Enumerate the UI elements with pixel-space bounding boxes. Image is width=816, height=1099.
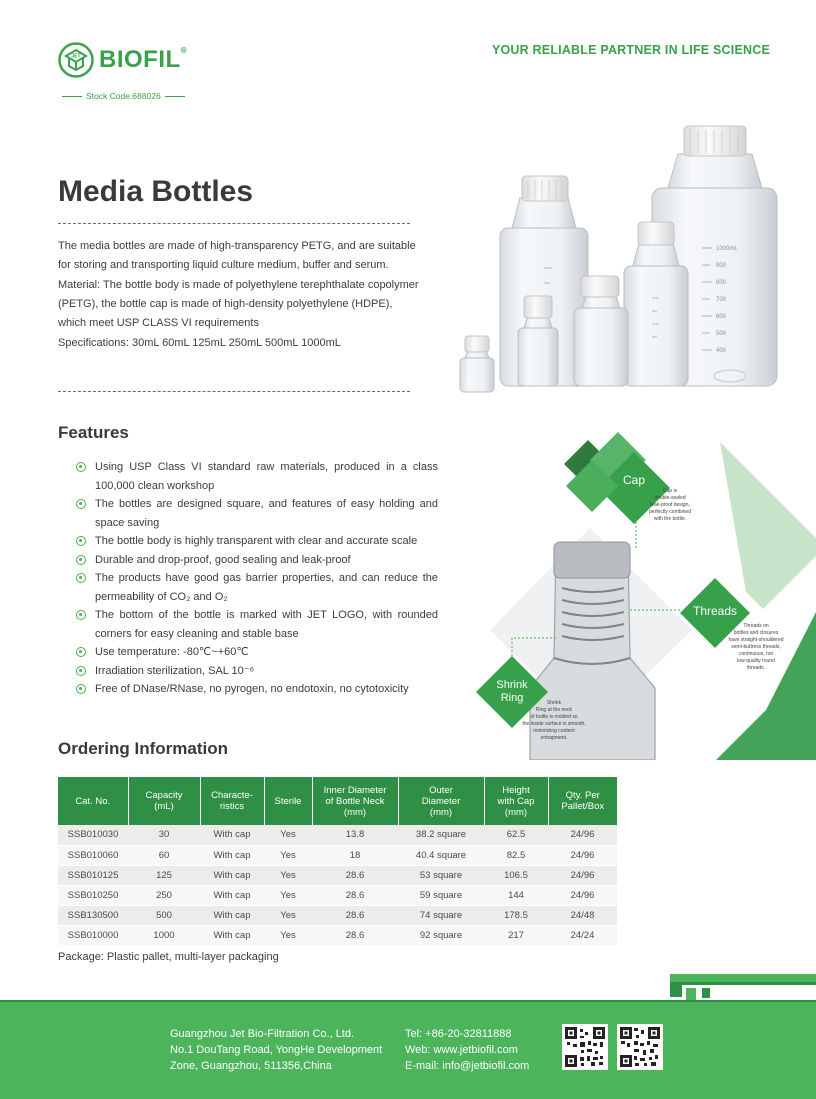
table-cell: 178.5 (484, 905, 548, 925)
cap-desc-line: perfectly combined (649, 509, 691, 515)
shrink-desc-line: of bottle is molded so (530, 714, 578, 720)
page-title: Media Bottles (58, 175, 254, 208)
col-header-sterile (264, 777, 312, 825)
feature-text: The bottles are designed square, and features of easy holding and space saving (95, 498, 438, 529)
table-cell: 13.8 (312, 825, 398, 845)
table-cell: 125 (128, 865, 200, 885)
logo-wordmark: BIOFIL (99, 46, 181, 73)
feature-text: The products have good gas barrier properties, and can reduce the permeability of CO₂ and O₂ (95, 572, 438, 603)
table-cell: 500 (128, 905, 200, 925)
bullet-icon (76, 647, 86, 657)
table-cell: SSB130500 (58, 905, 128, 925)
table-cell: With cap (200, 865, 264, 885)
scale-mark-900: 900 (716, 263, 727, 269)
col-header-height (484, 777, 548, 825)
table-cell: 74 square (398, 905, 484, 925)
cap-desc-line: double-sealed (654, 495, 686, 501)
intro-divider (58, 391, 410, 392)
table-cell: Yes (264, 905, 312, 925)
table-cell: 24/24 (548, 925, 617, 945)
shrink-ring-label-2: Ring (500, 692, 524, 704)
biofil-logo-icon (58, 42, 94, 78)
shrink-desc-line: entrapment. (540, 735, 568, 741)
col-header-text: Characte- (211, 790, 253, 801)
table-cell: 106.5 (484, 865, 548, 885)
feature-item (76, 532, 438, 551)
table-cell: 30 (128, 825, 200, 845)
product-intro (58, 237, 423, 354)
table-row (58, 865, 617, 885)
table-row (58, 885, 617, 905)
shrink-desc-line: the inside surface is smooth, (522, 721, 586, 727)
col-header-text: (mm) (504, 806, 528, 818)
shrink-desc-line: Ring at the neck (535, 707, 573, 713)
col-header-characteristics (200, 777, 264, 825)
threads-desc-line: semi-buttress threads, (731, 644, 781, 650)
cap-desc-line: leak-proof design, (650, 502, 690, 508)
table-cell: With cap (200, 905, 264, 925)
table-cell: 24/96 (548, 865, 617, 885)
feature-text: Free of DNase/RNase, no pyrogen, no endotoxin, no cytotoxicity (95, 683, 409, 695)
table-cell: 62.5 (484, 825, 548, 845)
table-cell: 53 square (398, 865, 484, 885)
qr-code-icon (562, 1024, 608, 1070)
table-cell: With cap (200, 925, 264, 945)
bullet-icon (76, 536, 86, 546)
table-cell: Yes (264, 865, 312, 885)
ordering-heading: Ordering Information (58, 739, 228, 758)
col-header-capacity (128, 777, 200, 825)
threads-desc-line: low-quality round (737, 658, 775, 664)
col-header-text: Outer (429, 784, 453, 796)
feature-item (76, 662, 438, 681)
feature-item (76, 606, 438, 643)
table-cell: 60 (128, 845, 200, 865)
company-name: Guangzhou Jet Bio-Filtration Co., Ltd. (170, 1028, 355, 1040)
feature-text: Irradiation sterilization, SAL 10⁻⁶ (95, 664, 255, 677)
feature-text: Durable and drop-proof, good sealing and leak-proof (95, 553, 351, 566)
table-cell: 28.6 (312, 905, 398, 925)
feature-item (76, 495, 438, 532)
feature-item (76, 643, 438, 662)
table-cell: SSB010125 (58, 865, 128, 885)
shrink-desc-line: minimizing content (533, 728, 575, 734)
contact-web[interactable]: Web: www.jetbiofil.com (405, 1044, 518, 1056)
table-cell: 250 (128, 885, 200, 905)
footer-contact-info (405, 1026, 529, 1074)
table-cell: SSB010060 (58, 845, 128, 865)
cap-label: Cap (622, 473, 646, 487)
feature-item (76, 551, 438, 570)
table-cell: 82.5 (484, 845, 548, 865)
scale-mark-500: 500 (716, 331, 727, 337)
table-cell: 28.6 (312, 925, 398, 945)
col-header-text: (mm) (429, 806, 453, 818)
col-header-text: Height (502, 784, 530, 796)
table-cell: SSB010030 (58, 825, 128, 845)
table-cell: With cap (200, 885, 264, 905)
media-bottles-image (440, 118, 780, 403)
table-cell: Yes (264, 885, 312, 905)
table-cell: With cap (200, 845, 264, 865)
feature-item (76, 569, 438, 606)
tagline: YOUR RELIABLE PARTNER IN LIFE SCIENCE (491, 43, 770, 57)
table-row (58, 925, 617, 945)
intro-paragraph-specifications: Specifications: 30mL 60mL 125mL 250mL 500mL 1000mL (58, 337, 341, 349)
col-header-text: Sterile (274, 795, 302, 807)
bullet-icon (76, 666, 86, 676)
table-row (58, 905, 617, 925)
scale-mark-600: 600 (716, 314, 727, 320)
scale-mark-1000: 1000mL (716, 246, 738, 252)
table-cell: Yes (264, 845, 312, 865)
table-cell: 1000 (128, 925, 200, 945)
contact-email[interactable]: E-mail: info@jetbiofil.com (405, 1060, 530, 1072)
table-cell: 40.4 square (398, 845, 484, 865)
stock-code (58, 91, 189, 101)
threads-desc-line: threads. (746, 665, 766, 671)
shrink-ring-label-1: Shrink (496, 679, 528, 691)
table-row (58, 845, 617, 865)
col-header-text: Qty. Per (565, 790, 600, 801)
registered-mark: ® (180, 46, 188, 55)
scale-mark-700: 700 (716, 297, 727, 303)
feature-item (76, 458, 438, 495)
title-divider (58, 223, 410, 224)
col-header-text: Capacity (145, 790, 183, 801)
table-cell: 38.2 square (398, 825, 484, 845)
table-cell: Yes (264, 825, 312, 845)
bottle-125ml (574, 276, 628, 386)
scale-mark-800: 800 (716, 280, 727, 286)
col-header-text: Inner Diameter (323, 784, 387, 796)
table-cell: 28.6 (312, 865, 398, 885)
threads-desc-line: continuous, not (739, 651, 773, 657)
ordering-table (58, 777, 617, 946)
intro-paragraph-description: The media bottles are made of high-transparency PETG, and are suitable for storing and transporting liquid culture medium, buffer and serum. (58, 240, 416, 271)
col-header-text: Cat. No. (75, 795, 111, 807)
scale-mark-400: 400 (716, 348, 727, 354)
table-cell: 24/96 (548, 845, 617, 865)
table-cell: 92 square (398, 925, 484, 945)
shrink-desc-line: Shrink (546, 700, 562, 706)
bullet-icon (76, 573, 86, 583)
cap-desc-line: Cap is (662, 488, 678, 494)
table-cell: SSB010000 (58, 925, 128, 945)
col-header-outer-diameter (398, 777, 484, 825)
table-cell: 59 square (398, 885, 484, 905)
feature-text: Using USP Class VI standard raw materials, produced in a class 100,000 clean workshop (95, 461, 438, 492)
table-cell: 24/96 (548, 885, 617, 905)
company-address-line-2: Zone, Guangzhou, 511356,China (170, 1060, 332, 1072)
col-header-qty (548, 777, 617, 825)
footer-company-info (170, 1026, 382, 1074)
feature-item (76, 680, 438, 699)
bullet-icon (76, 555, 86, 565)
cap-desc-line: with the bottle. (653, 516, 687, 522)
bullet-icon (76, 684, 86, 694)
col-header-text: (mm) (343, 806, 367, 818)
threads-label: Threads (692, 604, 738, 618)
bullet-icon (76, 462, 86, 472)
col-header-text: with Cap (497, 795, 535, 807)
table-cell: 217 (484, 925, 548, 945)
table-cell: 28.6 (312, 885, 398, 905)
threads-desc-line: bottles and closures (733, 630, 779, 636)
feature-text: The bottle body is highly transparent with clear and accurate scale (95, 535, 418, 547)
intro-paragraph-material: Material: The bottle body is made of polyethylene terephthalate copolymer (PETG), the bottle cap is made of high-density polyethylene (HDPE), which meet USP CLASS VI requirements (58, 279, 419, 329)
table-header-row (58, 777, 617, 825)
col-header-text: Diameter (421, 795, 461, 807)
bullet-icon (76, 499, 86, 509)
col-header-text: Pallet/Box (561, 801, 605, 812)
table-cell: 144 (484, 885, 548, 905)
brand-logo (58, 42, 187, 78)
logo-text (99, 46, 187, 74)
table-cell: Yes (264, 925, 312, 945)
feature-text: The bottom of the bottle is marked with JET LOGO, with rounded corners for easy cleaning and stable base (95, 609, 438, 640)
package-note: Package: Plastic pallet, multi-layer packaging (58, 951, 279, 963)
bullet-icon (76, 610, 86, 620)
table-cell: SSB010250 (58, 885, 128, 905)
col-header-inner-diameter (312, 777, 398, 825)
features-heading: Features (58, 423, 129, 442)
contact-tel[interactable]: Tel: +86-20-32811888 (405, 1028, 512, 1040)
col-header-text: (mL) (154, 801, 174, 812)
features-list (76, 458, 438, 699)
bottle-features-diagram (470, 430, 816, 760)
table-cell: 18 (312, 845, 398, 865)
logo-badge-text: JET (71, 53, 81, 60)
threads-desc-line: Threads on (743, 623, 769, 629)
table-cell: 24/96 (548, 825, 617, 845)
qr-code-icon (617, 1024, 663, 1070)
bottle-60ml (518, 296, 558, 386)
col-header-cat-no (58, 777, 128, 825)
table-row (58, 825, 617, 845)
bottle-30ml (460, 336, 494, 392)
company-address-line-1: No.1 DouTang Road, YongHe Development (170, 1044, 383, 1056)
feature-text: Use temperature: -80℃~+60℃ (95, 646, 249, 658)
table-cell: With cap (200, 825, 264, 845)
col-header-text: ristics (219, 801, 245, 812)
col-header-text: of Bottle Neck (325, 795, 385, 807)
stock-code-text: Stock Code:688026 (86, 91, 161, 101)
threads-desc-line: have straight-shouldered (728, 637, 784, 643)
table-cell: 24/48 (548, 905, 617, 925)
